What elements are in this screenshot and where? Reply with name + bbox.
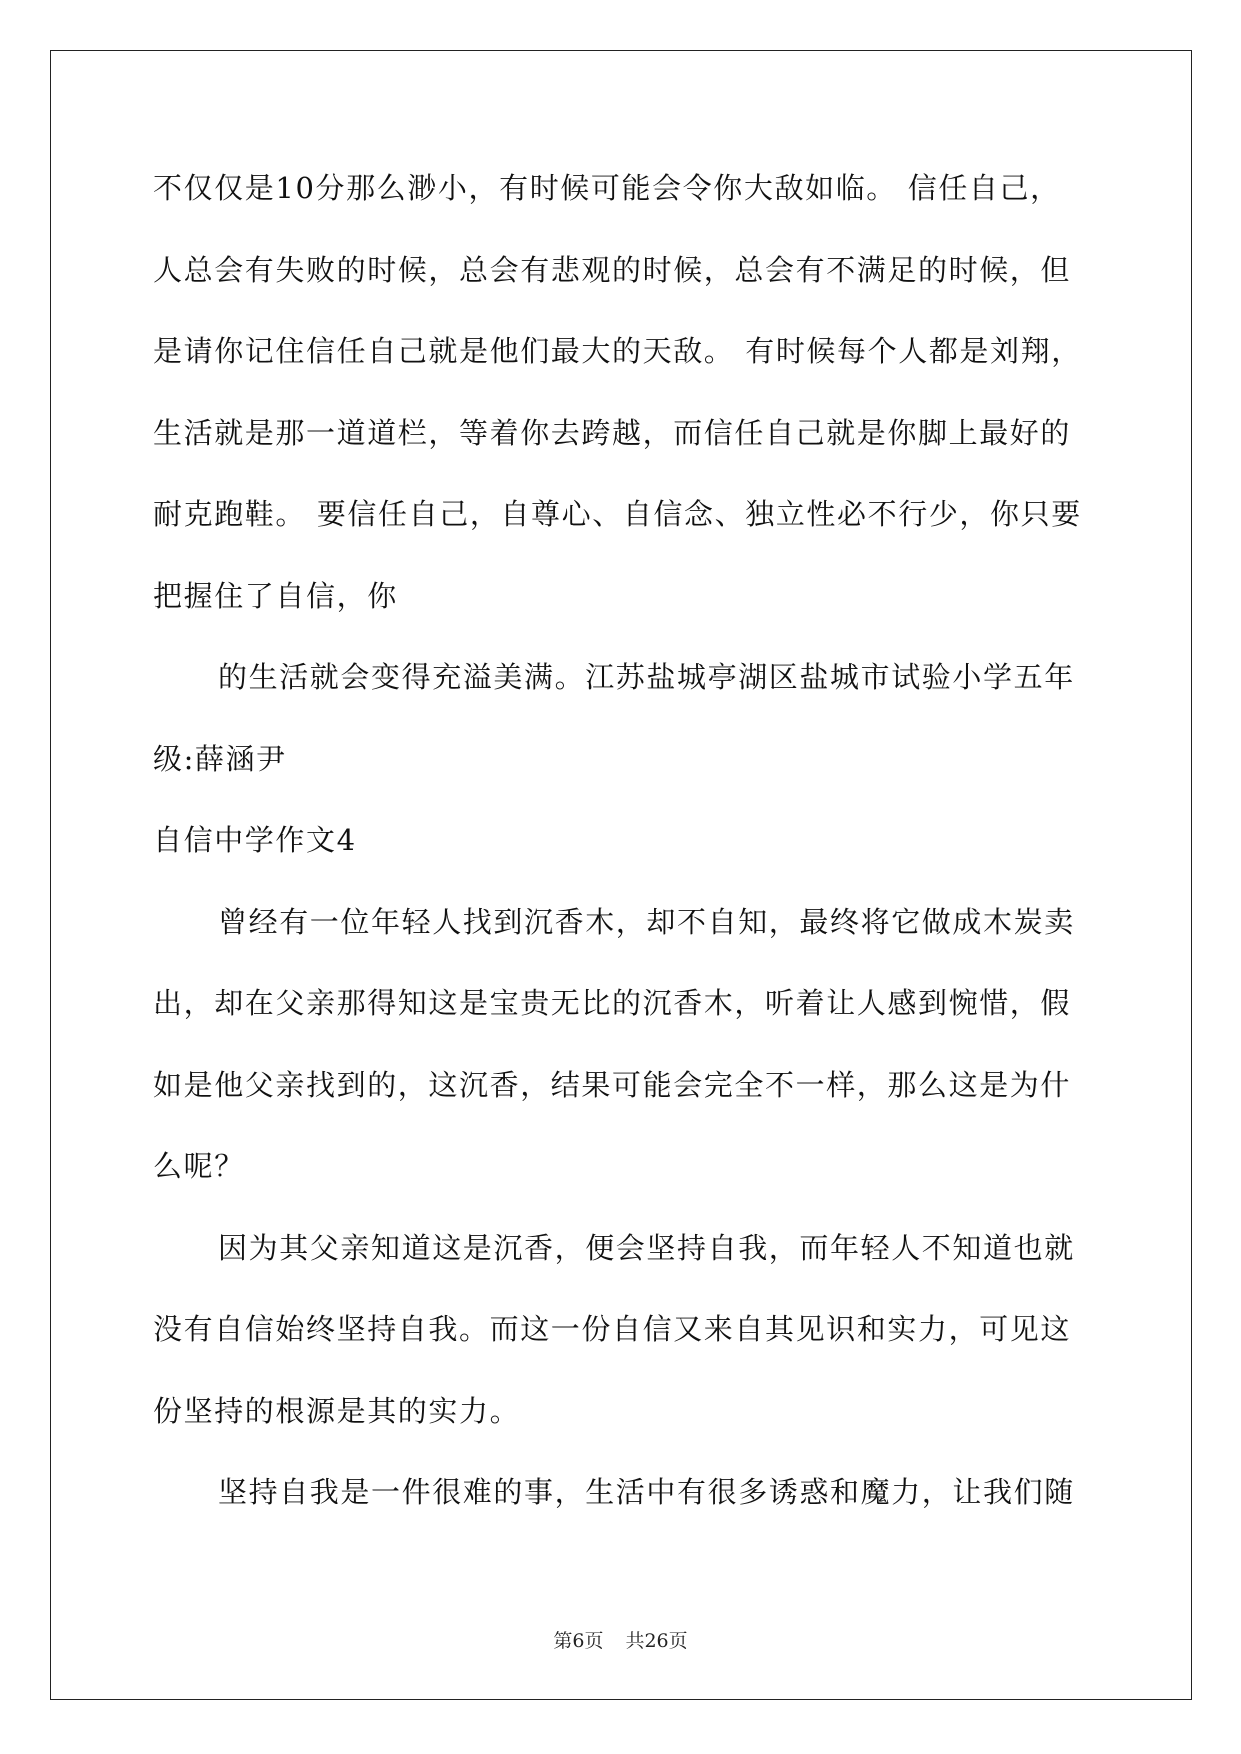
- body-line: 出，却在父亲那得知这是宝贵无比的沉香木，听着让人感到惋惜，假: [153, 986, 1072, 1020]
- body-line: 没有自信始终坚持自我。而这一份自信又来自其见识和实力，可见这: [153, 1312, 1072, 1346]
- body-line: 的生活就会变得充溢美满。江苏盐城亭湖区盐城市试验小学五年: [218, 660, 1075, 694]
- body-line: 不仅仅是10分那么渺小，有时候可能会令你大敌如临。 信任自己，: [153, 171, 1061, 205]
- body-line: 把握住了自信，你: [153, 579, 398, 613]
- page-footer: [0, 1629, 1241, 1653]
- body-line: 人总会有失败的时候，总会有悲观的时候，总会有不满足的时候，但: [153, 253, 1072, 287]
- body-line: 坚持自我是一件很难的事，生活中有很多诱惑和魔力，让我们随: [218, 1475, 1075, 1509]
- total-pages: 共26页: [625, 1630, 688, 1652]
- body-line: 是请你记住信任自己就是他们最大的天敌。 有时候每个人都是刘翔，: [153, 334, 1082, 368]
- body-line: 生活就是那一道道栏，等着你去跨越，而信任自己就是你脚上最好的: [153, 416, 1072, 450]
- page-number: 第6页: [553, 1630, 604, 1652]
- section-heading: 自信中学作文4: [153, 823, 357, 857]
- body-line: 因为其父亲知道这是沉香，便会坚持自我，而年轻人不知道也就: [218, 1231, 1075, 1265]
- body-line: 曾经有一位年轻人找到沉香木，却不自知，最终将它做成木炭卖: [218, 905, 1075, 939]
- page-border: [50, 50, 1192, 1700]
- body-line: 级:薛涵尹: [153, 742, 287, 776]
- body-line: 份坚持的根源是其的实力。: [153, 1394, 521, 1428]
- body-line: 如是他父亲找到的，这沉香，结果可能会完全不一样，那么这是为什: [153, 1068, 1072, 1102]
- body-line: 耐克跑鞋。 要信任自己，自尊心、自信念、独立性必不行少，你只要: [153, 497, 1082, 531]
- body-line: 么呢？: [153, 1149, 245, 1183]
